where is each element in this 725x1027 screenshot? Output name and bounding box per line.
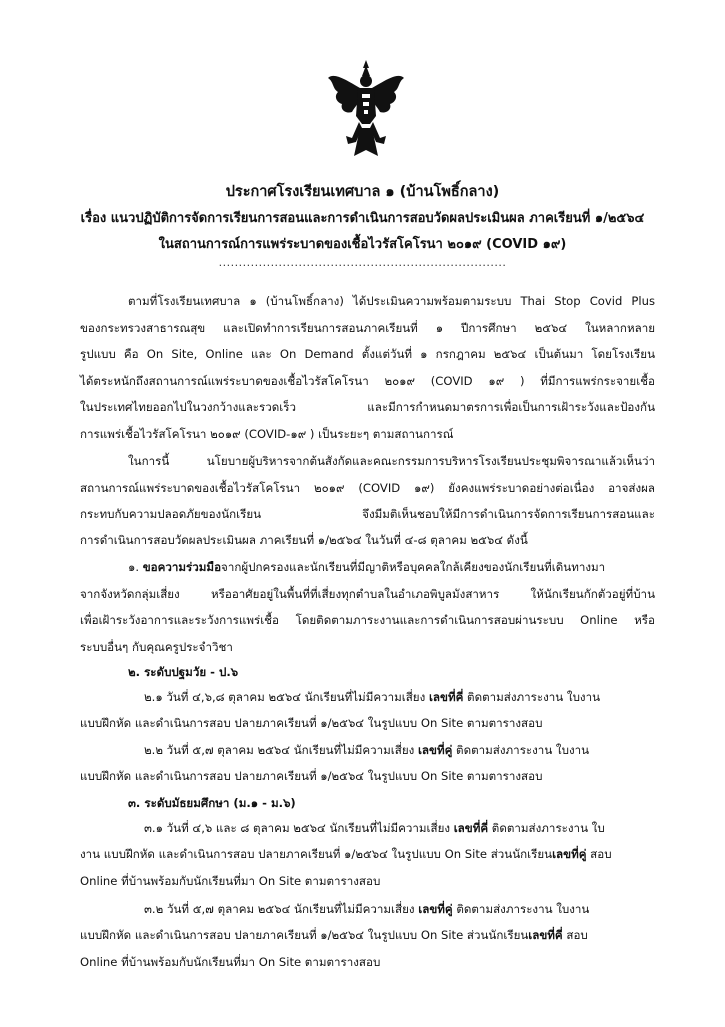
item-1-bold-text: ขอความร่วมมือ bbox=[142, 560, 222, 574]
item-3-2-line-2-text-a: แบบฝึกหัด และดำเนินการสอบ ปลายภาคเรียนที่ ๑/๒๕๖๔ ในรูปแบบ On Site ส่วนนักเรียน bbox=[80, 928, 529, 942]
item-2-1-text-b: ติดตามส่งภาระงาน ใบงาน bbox=[463, 690, 601, 704]
item-2-1-line-1 bbox=[144, 692, 655, 704]
item-2-2-text-a: ๒.๒ วันที่ ๕,๗ ตุลาคม ๒๕๖๔ นักเรียนที่ไม่มีความเสี่ยง bbox=[144, 743, 418, 757]
item-3-2-line-1 bbox=[144, 904, 655, 916]
item-1-line-2: จากจังหวัดกลุ่มเสี่ยง หรืออาศัยอยู่ในพื้นที่ที่เสี่ยงทุกตำบลในอำเภอพิบูลมังสาหาร ให้นักเรียนกักตัวอยู่ที่บ้าน bbox=[80, 587, 655, 601]
paragraph-2-line-4: การดำเนินการสอบวัดผลประเมินผล ภาคเรียนที่ ๑/๒๕๖๔ ในวันที่ ๔-๘ ตุลาคม ๒๕๖๔ ดังนี้ bbox=[80, 533, 528, 547]
item-3-1-bold: เลขที่คี่ bbox=[453, 821, 489, 835]
paragraph-2-line-1: ในการนี้ นโยบายผู้บริหารจากต้นสังกัดและคณะกรรมการบริหารโรงเรียนประชุมพิจารณาแล้วเห็นว่า bbox=[128, 454, 655, 468]
paragraph-1-line-5: ในประเทศไทยออกไปในวงกว้างและรวดเร็ว และมีการกำหนดมาตรการเพื่อเป็นการเฝ้าระวังและป้องกัน bbox=[80, 400, 655, 414]
item-1-line-3: เพื่อเฝ้าระวังอาการและระวังการแพร่เชื้อ โดยติดตามภาระงานและการดำเนินการสอบผ่านระบบ Online หรือ bbox=[80, 613, 655, 627]
item-1-line-1 bbox=[128, 562, 655, 574]
item-3-2-text-b: ติดตามส่งภาระงาน ใบงาน bbox=[452, 902, 590, 916]
item-1-number: ๑. bbox=[128, 560, 143, 574]
item-3-2-line-2 bbox=[80, 930, 655, 942]
item-3-1-line-3: Online ที่บ้านพร้อมกับนักเรียนที่มา On Site ตามตารางสอบ bbox=[80, 874, 381, 888]
announcement-title: ประกาศโรงเรียนเทศบาล ๑ (บ้านโพธิ์กลาง) bbox=[225, 184, 500, 200]
item-2-2-bold: เลขที่คู่ bbox=[417, 743, 453, 757]
paragraph-2-line-2: สถานการณ์แพร่ระบาดของเชื้อไวรัสโคโรนา ๒๐๑๙ (COVID ๑๙) ยังคงแพร่ระบาดอย่างต่อเนื่อง อาจส่งผล bbox=[80, 481, 655, 495]
item-2-heading: ๒. ระดับปฐมวัย - ป.๖ bbox=[128, 665, 239, 679]
item-3-2-line-3: Online ที่บ้านพร้อมกับนักเรียนที่มา On Site ตามตารางสอบ bbox=[80, 955, 381, 969]
item-3-2-line-2-bold: เลขที่คี่ bbox=[528, 928, 563, 942]
paragraph-1-line-1: ตามที่โรงเรียนเทศบาล ๑ (บ้านโพธิ์กลาง) ได้ประเมินความพร้อมตามระบบ Thai Stop Covid Plus bbox=[128, 294, 655, 308]
item-3-1-line-2-text-a: งาน แบบฝึกหัด และดำเนินการสอบ ปลายภาคเรียนที่ ๑/๒๕๖๔ ในรูปแบบ On Site ส่วนนักเรียน bbox=[80, 847, 553, 861]
item-2-1-line-2: แบบฝึกหัด และดำเนินการสอบ ปลายภาคเรียนที่ ๑/๒๕๖๔ ในรูปแบบ On Site ตามตารางสอบ bbox=[80, 716, 543, 730]
paragraph-1-line-4: ได้ตระหนักถึงสถานการณ์แพร่ระบาดของเชื้อไวรัสโคโรนา ๒๐๑๙ (COVID ๑๙ ) ที่มีการแพร่กระจายเชื้อ bbox=[80, 374, 655, 388]
garuda-emblem-icon bbox=[326, 58, 406, 162]
item-3-2-bold: เลขที่คู่ bbox=[418, 902, 453, 916]
item-2-2-line-1 bbox=[144, 745, 655, 757]
subject-line-2: ในสถานการณ์การแพร่ระบาดของเชื้อไวรัสโคโรนา ๒๐๑๙ (COVID ๑๙) bbox=[158, 237, 567, 252]
item-3-1-line-1 bbox=[144, 823, 655, 835]
item-2-2-line-2: แบบฝึกหัด และดำเนินการสอบ ปลายภาคเรียนที่ ๑/๒๕๖๔ ในรูปแบบ On Site ตามตารางสอบ bbox=[80, 769, 543, 783]
paragraph-1-line-6: การแพร่เชื้อไวรัสโคโรนา ๒๐๑๙ (COVID-๑๙ ) เป็นระยะๆ ตามสถานการณ์ bbox=[80, 427, 454, 441]
item-2-2-text-b: ติดตามส่งภาระงาน ใบงาน bbox=[452, 743, 590, 757]
item-3-2-line-2-text-b: สอบ bbox=[562, 928, 588, 942]
paragraph-1-line-2: ของกระทรวงสาธารณสุข และเปิดทำการเรียนการสอนภาคเรียนที่ ๑ ปีการศึกษา ๒๕๖๔ ในหลากหลาย bbox=[80, 321, 655, 335]
item-3-heading: ๓. ระดับมัธยมศึกษา (ม.๑ - ม.๖) bbox=[128, 796, 296, 810]
item-3-1-line-2-text-b: สอบ bbox=[586, 847, 612, 861]
item-3-2-text-a: ๓.๒ วันที่ ๕,๗ ตุลาคม ๒๕๖๔ นักเรียนที่ไม่มีความเสี่ยง bbox=[144, 902, 419, 916]
item-3-1-text-b: ติดตามส่งภาระงาน ใบ bbox=[488, 821, 605, 835]
item-1-line-4: ระบบอื่นๆ กับคุณครูประจำวิชา bbox=[80, 640, 233, 654]
item-3-1-text-a: ๓.๑ วันที่ ๔,๖ และ ๘ ตุลาคม ๒๕๖๔ นักเรียนที่ไม่มีความเสี่ยง bbox=[144, 821, 454, 835]
item-1-line-1-text: จากผู้ปกครองและนักเรียนที่มีญาติหรือบุคคลใกล้เคียงของนักเรียนที่เดินทางมา bbox=[221, 560, 606, 574]
subject-line-1: เรื่อง แนวปฏิบัติการจัดการเรียนการสอนและการดำเนินการสอบวัดผลประเมินผล ภาคเรียนที่ ๑/๒๕๖๔ bbox=[80, 211, 645, 226]
item-2-1-bold: เลขที่คี่ bbox=[428, 690, 464, 704]
item-2-1-text-a: ๒.๑ วันที่ ๔,๖,๘ ตุลาคม ๒๕๖๔ นักเรียนที่ไม่มีความเสี่ยง bbox=[144, 690, 429, 704]
item-3-1-line-2 bbox=[80, 849, 655, 861]
item-3-1-line-2-bold: เลขที่คู่ bbox=[552, 847, 587, 861]
garuda-emblem bbox=[326, 58, 406, 162]
paragraph-2-line-3: กระทบกับความปลอดภัยของนักเรียน จึงมีมติเห็นชอบให้มีการดำเนินการจัดการเรียนการสอนและ bbox=[80, 507, 655, 521]
paragraph-1-line-3: รูปแบบ คือ On Site, Online และ On Demand ตั้งแต่วันที่ ๑ กรกฎาคม ๒๕๖๔ เป็นต้นมา โดยโรงเรียน bbox=[80, 347, 655, 361]
separator-line: ........................................................................ bbox=[218, 256, 507, 269]
